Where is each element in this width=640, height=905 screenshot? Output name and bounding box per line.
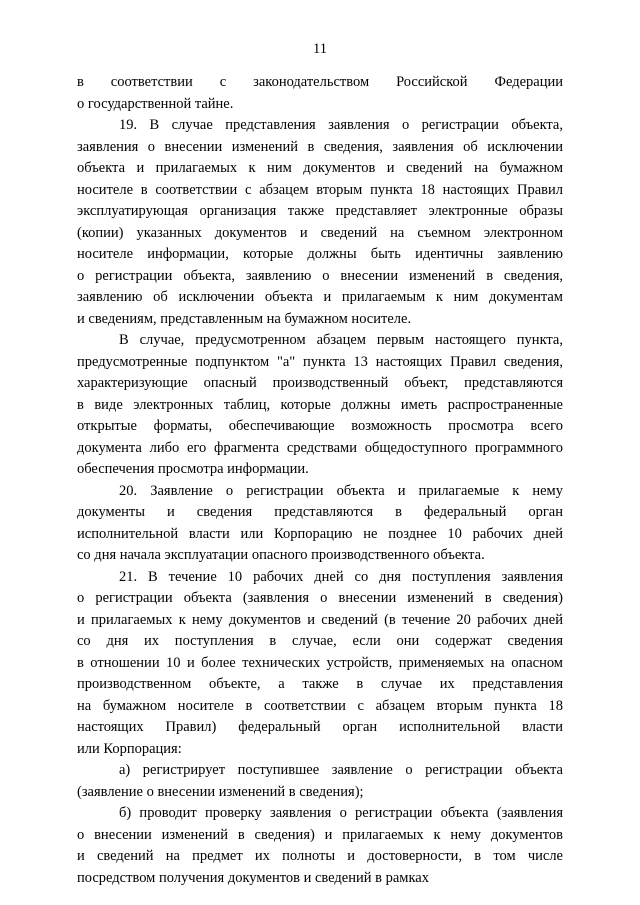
- text-line: (копии) указанных документов и сведений на съемном электронном: [77, 224, 563, 241]
- text-line: о государственной тайне.: [77, 95, 234, 112]
- text-line: в виде электронных таблиц, которые должны иметь распространенные: [77, 396, 563, 413]
- paragraph-p21b: [77, 803, 563, 889]
- paragraph-p21: [77, 567, 563, 761]
- text-line: о регистрации объекта, заявлению о внесении изменений в сведения,: [77, 267, 563, 284]
- paragraph-p20: [77, 481, 563, 567]
- text-line: заявления о внесении изменений в сведения, заявления об исключении: [77, 138, 563, 155]
- page-number: 11: [313, 41, 327, 57]
- text-line: 20. Заявление о регистрации объекта и прилагаемые к нему: [119, 482, 563, 499]
- text-line: в отношении 10 и более технических устройств, применяемых на опасном: [77, 654, 563, 671]
- text-line: исполнительной власти или Корпорацию не позднее 10 рабочих дней: [77, 525, 563, 542]
- text-line: о внесении изменений в сведения) и прилагаемых к нему документов: [77, 826, 563, 843]
- paragraph-p19: [77, 115, 563, 330]
- text-line: объекта и прилагаемых к ним документов и сведений на бумажном: [77, 160, 563, 176]
- text-line: В случае, предусмотренном абзацем первым настоящего пункта,: [119, 332, 563, 348]
- text-line: эксплуатирующая организация также представляет электронные образы: [77, 203, 563, 219]
- document-body: [77, 72, 563, 889]
- text-line: или Корпорация:: [77, 740, 182, 757]
- paragraph-p19-2: [77, 330, 563, 481]
- text-line: документы и сведения представляются в федеральный орган: [77, 504, 563, 520]
- text-line: в соответствии с законодательством Российской Федерации: [77, 74, 563, 90]
- text-line: производственном объекте, а также в случае их представления: [77, 676, 563, 692]
- text-line: б) проводит проверку заявления о регистрации объекта (заявления: [119, 805, 563, 821]
- text-line: посредством получения документов и сведений в рамках: [77, 869, 429, 886]
- text-line: характеризующие опасный производственный объект, представляются: [77, 375, 563, 391]
- text-line: и прилагаемых к нему документов и сведений (в течение 20 рабочих дней: [77, 611, 563, 628]
- text-line: а) регистрирует поступившее заявление о регистрации объекта: [119, 762, 563, 778]
- text-line: обеспечения просмотра информации.: [77, 461, 309, 477]
- text-line: со дня начала эксплуатации опасного производственного объекта.: [77, 547, 485, 563]
- text-line: на бумажном носителе в соответствии с абзацем вторым пункта 18: [77, 697, 563, 714]
- paragraph-continuation: [77, 72, 563, 115]
- text-line: со дня их поступления в случае, если они содержат сведения: [77, 633, 563, 649]
- text-line: предусмотренные подпунктом "а" пункта 13 настоящих Правил сведения,: [77, 353, 563, 370]
- text-line: открытые форматы, обеспечивающие возможность просмотра всего: [77, 418, 563, 434]
- text-line: о регистрации объекта (заявления о внесении изменений в сведения): [77, 590, 563, 606]
- paragraph-p21a: [77, 760, 563, 803]
- text-line: документа либо его фрагмента средствами общедоступного программного: [77, 439, 563, 456]
- text-line: заявлению об исключении объекта и прилагаемым к ним документам: [77, 289, 563, 305]
- text-line: и сведений на предмет их полноты и достоверности, в том числе: [77, 848, 563, 864]
- text-line: и сведениям, представленным на бумажном носителе.: [77, 310, 412, 327]
- text-line: 21. В течение 10 рабочих дней со дня поступления заявления: [119, 568, 563, 585]
- text-line: настоящих Правил) федеральный орган исполнительной власти: [77, 719, 563, 735]
- text-line: 19. В случае представления заявления о регистрации объекта,: [119, 117, 563, 133]
- text-line: носителе в соответствии с абзацем вторым пункта 18 настоящих Правил: [77, 181, 563, 198]
- text-line: носителе информации, которые должны быть идентичны заявлению: [77, 246, 563, 262]
- text-line: (заявление о внесении изменений в сведения);: [77, 783, 364, 800]
